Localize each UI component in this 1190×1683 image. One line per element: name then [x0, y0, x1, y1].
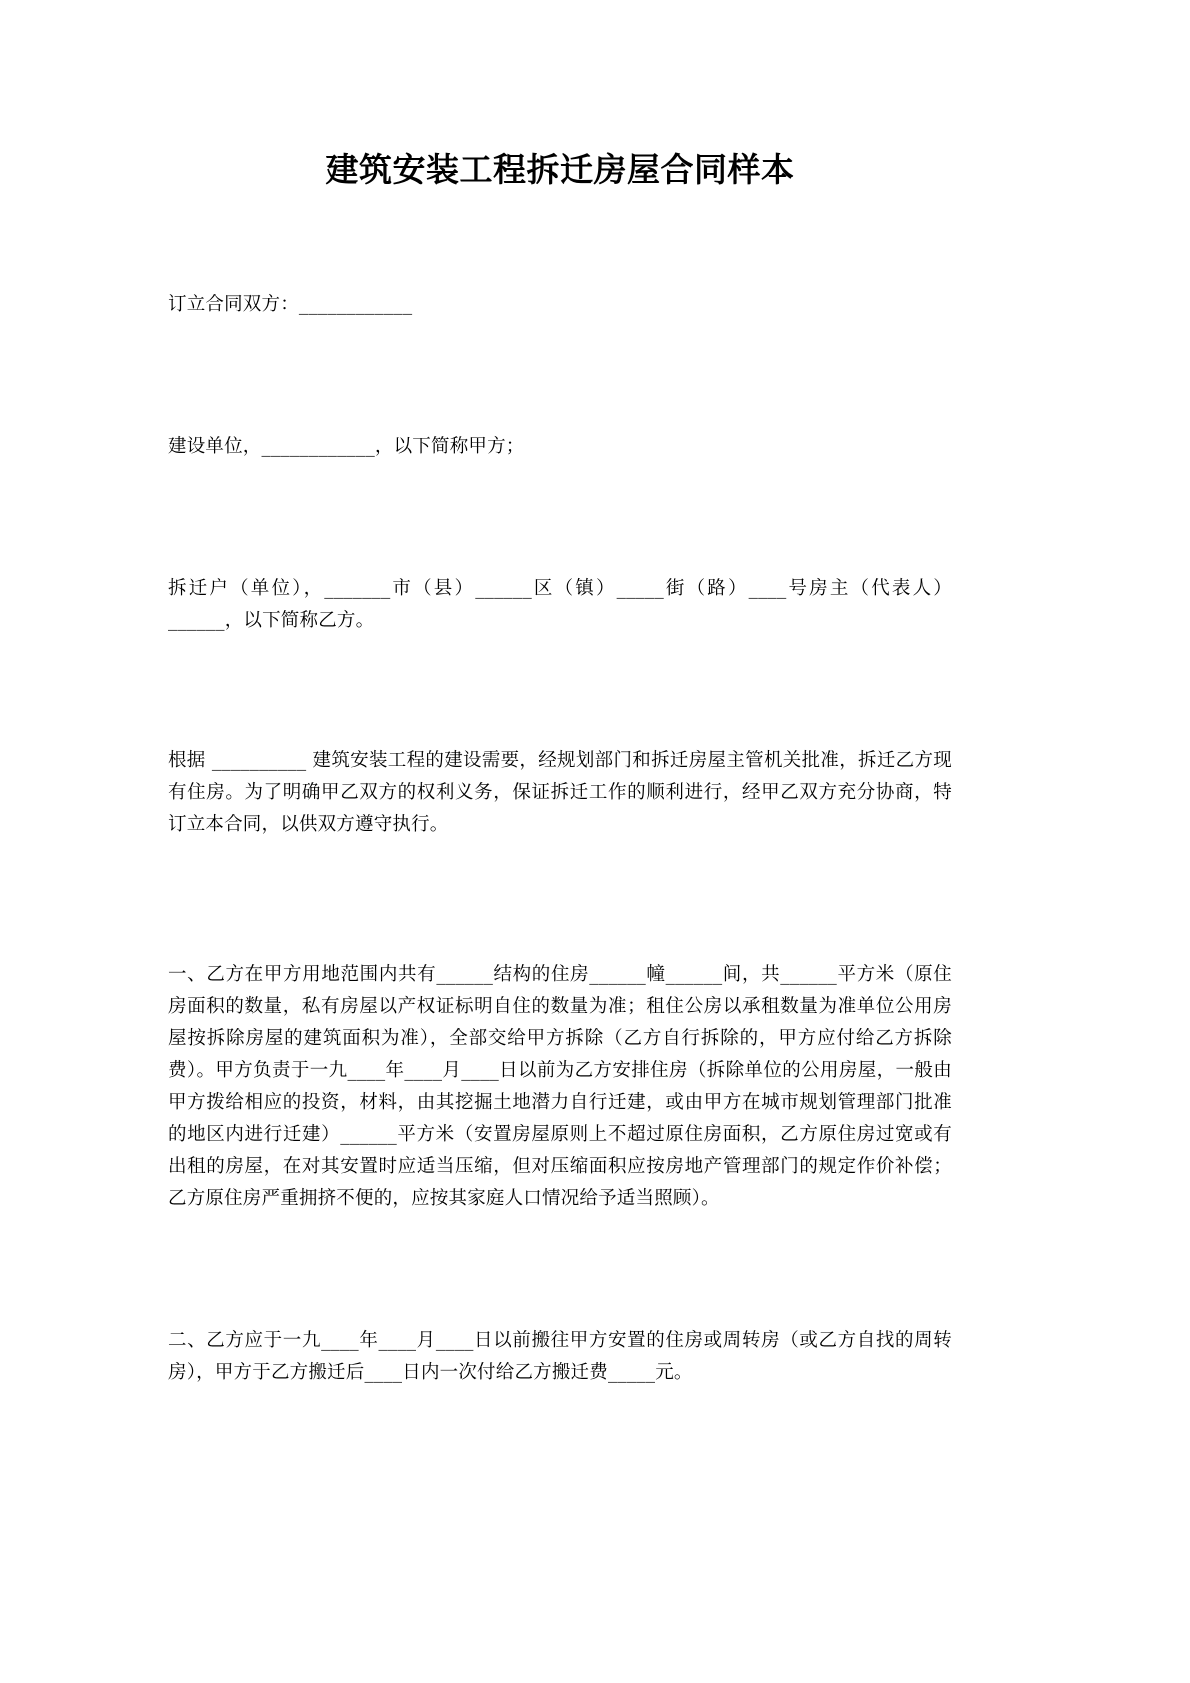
paragraph-parties-header: 订立合同双方：____________	[168, 293, 413, 315]
spacer	[168, 321, 952, 431]
paragraph-preamble: 根据 __________ 建筑安装工程的建设需要，经规划部门和拆迁房屋主管机关批准，拆迁乙方现有住房。为了明确甲乙双方的权利义务，保证拆迁工作的顺利进行，经甲乙双方充分协商，特订立本合同，以供双方遵守执行。	[168, 749, 952, 835]
spacer	[168, 463, 952, 573]
paragraph-party-a: 建设单位，____________，以下简称甲方；	[168, 435, 525, 457]
document-body	[168, 0, 952, 1389]
spacer	[168, 1215, 952, 1325]
spacer	[168, 637, 952, 745]
clause-one: 一、乙方在甲方用地范围内共有______结构的住房______幢______间，共______平方米（原住房面积的数量，私有房屋以产权证标明自住的数量为准；租住公房以承租数量为准单位公用房屋按拆除房屋的建筑面积为准），全部交给甲方拆除（乙方自行拆除的，甲方应付给乙方拆除费）。甲方负责于一九____年____月____日以前为乙方安排住房（拆除单位的公用房屋，一般由甲方拨给相应的投资，材料，由其挖掘土地潜力自行迁建，或由甲方在城市规划管理部门批准的地区内进行迁建）______平方米（安置房屋原则上不超过原住房面积，乙方原住房过宽或有出租的房屋，在对其安置时应适当压缩，但对压缩面积应按房地产管理部门的规定作价补偿；乙方原住房严重拥挤不便的，应按其家庭人口情况给予适当照顾）。	[168, 963, 952, 1209]
spacer	[168, 841, 952, 959]
clause-two: 二、乙方应于一九____年____月____日以前搬往甲方安置的住房或周转房（或乙方自找的周转房），甲方于乙方搬迁后____日内一次付给乙方搬迁费_____元。	[168, 1329, 952, 1383]
spacer	[168, 193, 952, 289]
paragraph-party-b: 拆迁户（单位），_______市（县）______区（镇）_____街（路）____号房主（代表人）______，以下简称乙方。	[168, 577, 952, 631]
page-title: 建筑安装工程拆迁房屋合同样本	[325, 150, 795, 189]
